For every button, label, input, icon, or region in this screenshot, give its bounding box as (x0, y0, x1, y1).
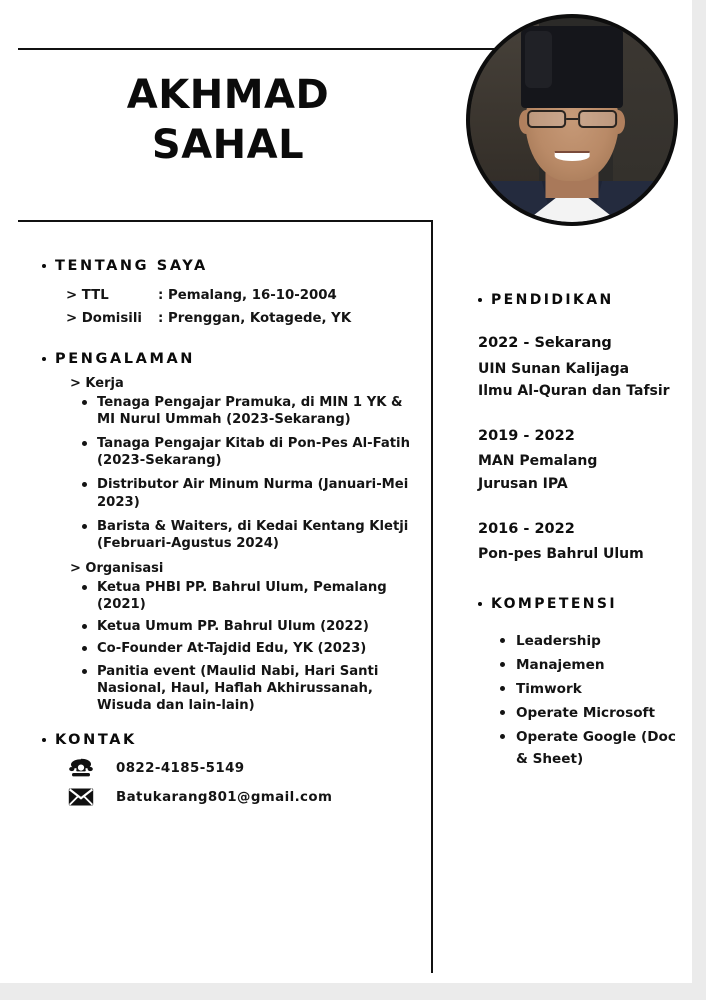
list-item: Panitia event (Maulid Nabi, Hari Santi Nasional, Haul, Haflah Akhirussanah, Wisuda dan lain-lain) (82, 663, 412, 714)
section-header-education-label: PENDIDIKAN (491, 292, 614, 308)
bullet-dot-icon (478, 602, 482, 606)
name-line-first: AKHMAD (126, 72, 330, 118)
list-item: Leadership (500, 630, 690, 652)
photo-lens-right (578, 110, 617, 128)
section-header-competency-label: KOMPETENSI (491, 596, 617, 612)
page-edge-right (692, 0, 706, 983)
section-header-education (478, 292, 690, 308)
left-column (42, 258, 412, 816)
list-item: Operate Microsoft (500, 702, 690, 724)
list-item: Ketua PHBI PP. Bahrul Ulum, Pemalang (2021) (82, 579, 412, 613)
list-item: Barista & Waiters, di Kedai Kentang Kletji (Februari-Agustus 2024) (82, 518, 412, 552)
education-item (478, 516, 690, 566)
list-item: Operate Google (Doc & Sheet) (500, 726, 690, 770)
experience-group-label-kerja: > Kerja (70, 375, 124, 391)
section-header-experience-label: PENGALAMAN (55, 350, 196, 367)
bullet-dot-icon (42, 357, 46, 361)
contact-phone-value: 0822-4185-5149 (116, 760, 245, 776)
education-institution: MAN Pemalang (478, 453, 598, 470)
education-institution: UIN Sunan Kalijaga (478, 360, 630, 377)
education-institution: Pon-pes Bahrul Ulum (478, 546, 644, 563)
avatar (466, 14, 678, 226)
photo-smile (555, 151, 590, 161)
photo-lens-left (527, 110, 566, 128)
about-key: > TTL (66, 288, 109, 303)
list-item: Distributor Air Minum Nurma (Januari-Mei 2023) (82, 476, 412, 510)
contact-email-value: Batukarang801@gmail.com (116, 789, 333, 805)
list-item: Manajemen (500, 654, 690, 676)
about-key: > Domisili (66, 310, 142, 326)
about-value: : Pemalang, 16-10-2004 (158, 288, 337, 303)
section-header-about-label: TENTANG SAYA (55, 258, 208, 274)
education-years: 2019 - 2022 (478, 427, 575, 444)
photo-glasses (527, 110, 617, 128)
page-title (18, 70, 438, 171)
photo-glasses-bridge (566, 118, 579, 120)
contact-list (68, 758, 412, 807)
education-list (478, 330, 690, 566)
education-item (478, 423, 690, 496)
experience-group-label-organisasi: > Organisasi (70, 560, 164, 576)
section-header-competency (478, 596, 690, 612)
page-edge-bottom (0, 983, 706, 1000)
list-item: Co-Founder At-Tajdid Edu, YK (2023) (82, 640, 412, 657)
list-item: Timwork (500, 678, 690, 700)
contact-row-email[interactable] (68, 787, 412, 807)
about-details (66, 285, 412, 331)
about-row (66, 285, 412, 308)
education-program: Ilmu Al-Quran dan Tafsir (478, 383, 670, 400)
envelope-icon (68, 787, 102, 807)
list-item: Tanaga Pengajar Kitab di Pon-Pes Al-Fatih (2023-Sekarang) (82, 435, 412, 469)
column-divider (431, 220, 433, 973)
right-column (478, 292, 690, 772)
section-header-experience (42, 351, 412, 367)
list-item: Tenaga Pengajar Pramuka, di MIN 1 YK & MI Nurul Ummah (2023-Sekarang) (82, 394, 412, 428)
list-item: Ketua Umum PP. Bahrul Ulum (2022) (82, 618, 412, 635)
about-row (66, 308, 412, 331)
about-value: : Prenggan, Kotagede, YK (158, 310, 352, 326)
bullet-dot-icon (478, 298, 482, 302)
experience-list-kerja (82, 394, 412, 552)
education-years: 2022 - Sekarang (478, 335, 612, 351)
section-header-contact-label: KONTAK (55, 732, 137, 749)
phone-icon (68, 758, 102, 778)
contact-row-phone[interactable] (68, 758, 412, 778)
section-header-about (42, 258, 412, 274)
bullet-dot-icon (42, 738, 46, 742)
avatar-image (470, 18, 674, 222)
education-item (478, 330, 690, 403)
photo-peci-cap (521, 26, 623, 108)
competency-list (500, 630, 690, 770)
experience-list-organisasi (82, 579, 412, 714)
name-line-last: SAHAL (151, 122, 305, 169)
section-header-contact (42, 732, 412, 748)
education-years: 2016 - 2022 (478, 520, 575, 537)
bullet-dot-icon (42, 264, 46, 268)
education-program: Jurusan IPA (478, 476, 568, 493)
header-divider-bottom (18, 220, 432, 222)
